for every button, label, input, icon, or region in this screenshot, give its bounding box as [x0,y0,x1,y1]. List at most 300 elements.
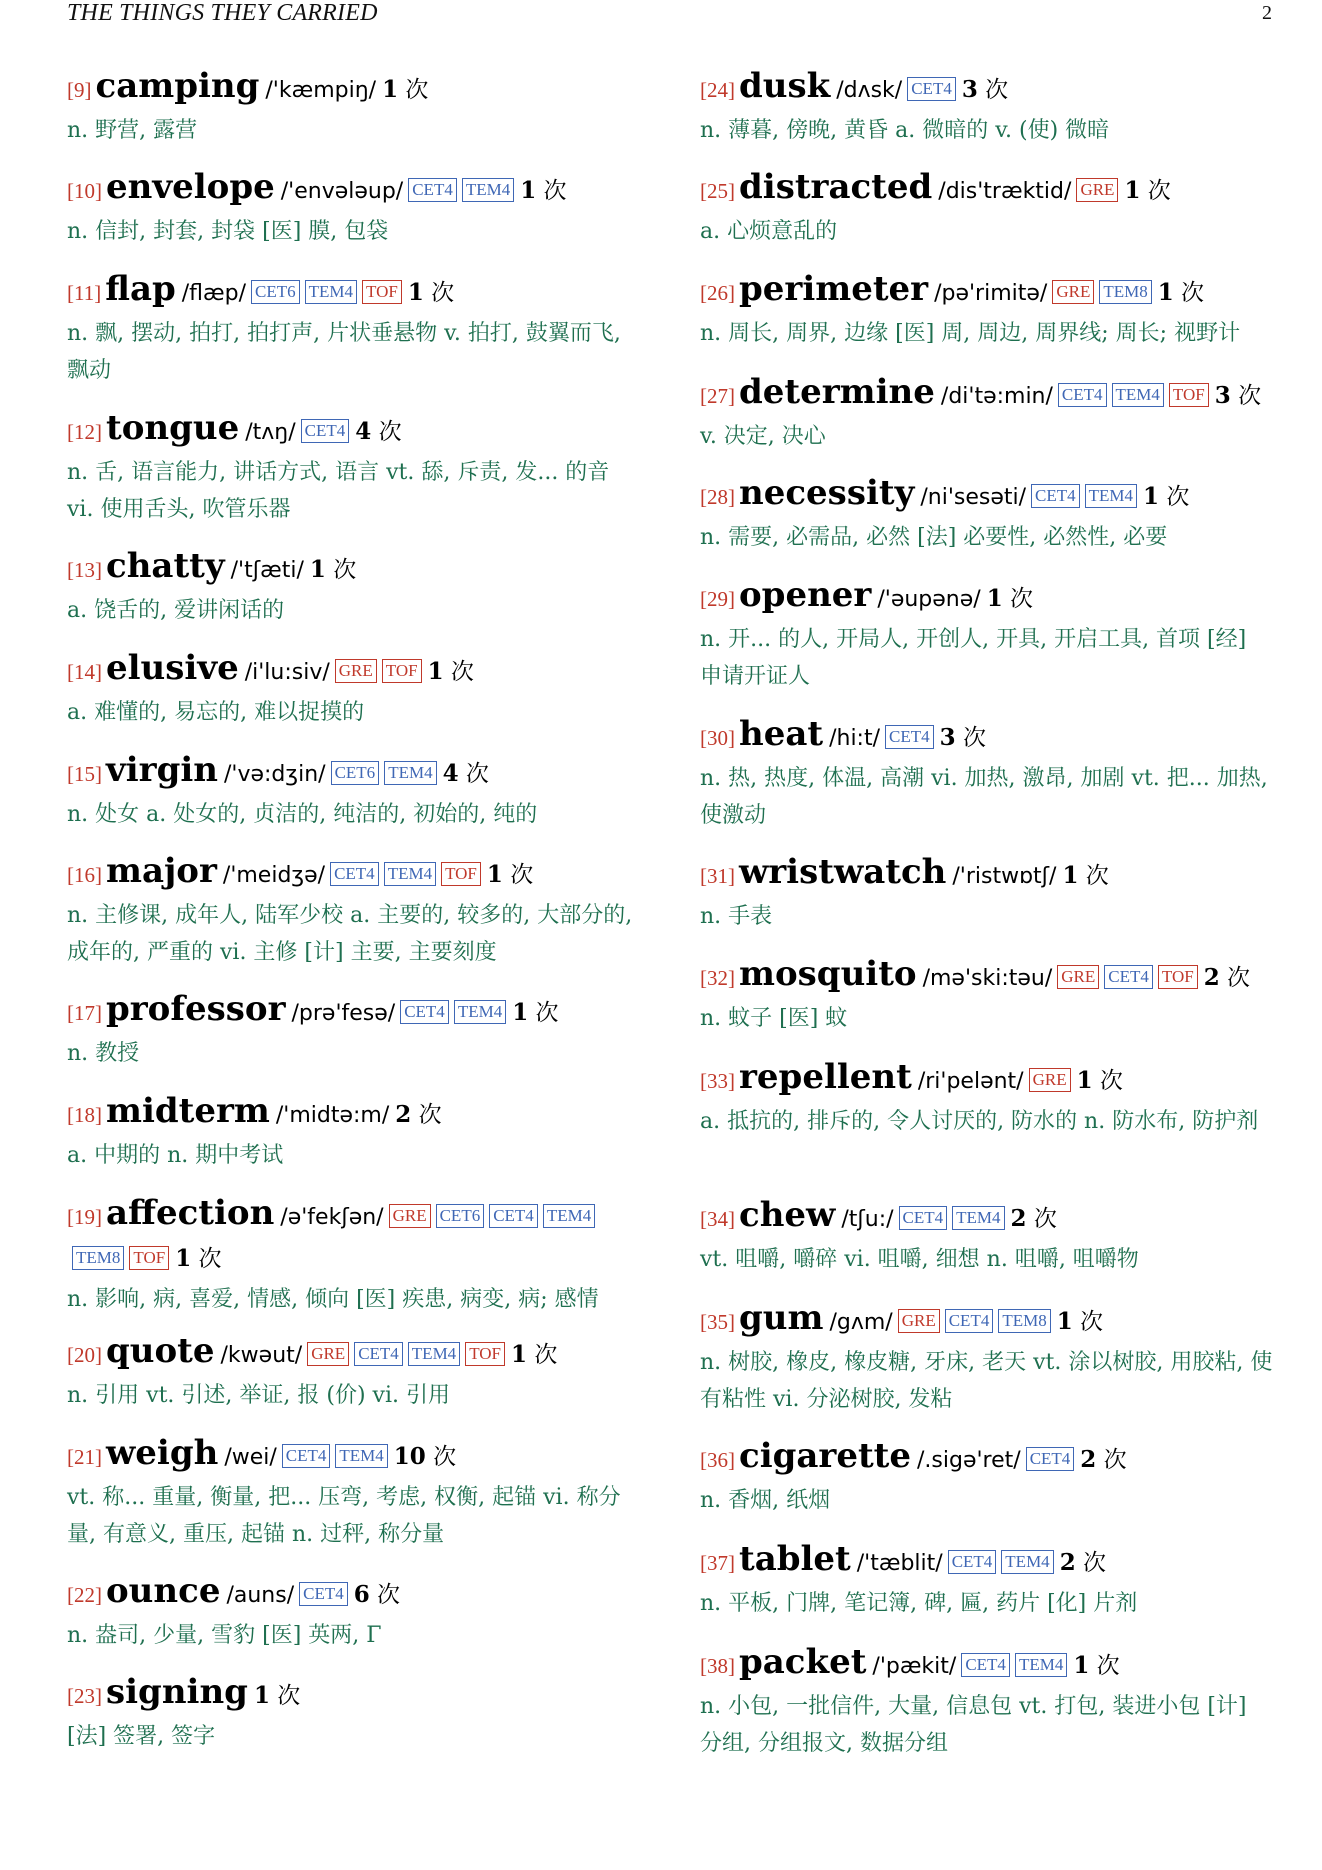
frequency-unit: 次 [1085,863,1109,889]
pronunciation: /ri'pelənt/ [917,1069,1024,1094]
exam-tag-cet4: CET4 [299,1582,348,1606]
pronunciation: /auns/ [226,1583,295,1608]
definition: n. 树胶, 橡皮, 橡皮糖, 牙床, 老天 vt. 涂以树胶, 用胶粘, 使有粘性 vi. 分泌树胶, 发粘 [700,1350,1273,1412]
frequency [487,862,533,888]
exam-tag-cet4: CET4 [961,1653,1010,1677]
definition: n. 影响, 病, 喜爱, 情感, 倾向 [医] 疾患, 病变, 病; 感情 [67,1287,599,1312]
frequency [1158,280,1204,306]
word-entry [67,1672,642,1755]
word-entry [700,1436,1275,1519]
headword-line [67,1433,642,1479]
frequency [428,659,474,685]
headword: affection [106,1193,275,1233]
headword: wristwatch [739,852,947,892]
headword: perimeter [739,269,929,309]
exam-tag-cet4: CET4 [899,1206,948,1230]
headword-line [700,372,1275,418]
exam-tag-tem4: TEM4 [384,862,436,886]
word-entry [700,1539,1275,1622]
headword: heat [739,714,824,754]
entry-index: [35] [700,1310,735,1334]
headword: envelope [106,167,275,207]
headword: cigarette [739,1436,912,1476]
frequency [310,557,356,583]
exam-tag-tof: TOF [129,1246,169,1270]
pronunciation: /'pækit/ [872,1654,957,1679]
frequency [175,1246,221,1272]
frequency [1215,383,1261,409]
definition: n. 需要, 必需品, 必然 [法] 必要性, 必然性, 必要 [700,525,1168,550]
entry-index: [17] [67,1001,102,1025]
frequency-count: 1 [427,658,444,685]
headword: quote [106,1331,215,1371]
headword-line [700,1642,1275,1688]
entry-index: [12] [67,420,102,444]
headword: flap [105,269,176,309]
entry-index: [11] [67,281,102,305]
entry-index: [34] [700,1207,735,1231]
pronunciation: /di'tə:min/ [940,384,1053,409]
frequency-unit: 次 [333,557,357,583]
word-entry [67,1193,642,1318]
frequency-count: 1 [309,556,326,583]
definition: n. 热, 热度, 体温, 高潮 vi. 加热, 激昂, 加剧 vt. 把... 加热, 使激动 [700,766,1268,828]
frequency-count: 1 [1056,1308,1073,1335]
word-entry [67,851,642,971]
frequency-count: 10 [393,1443,426,1470]
exam-tag-gre: GRE [1057,965,1099,989]
definition: n. 引用 vt. 引述, 举证, 报 (价) vi. 引用 [67,1383,450,1408]
pronunciation: /'ristwɒtʃ/ [952,864,1057,889]
frequency-unit: 次 [277,1683,301,1709]
pronunciation: /kwəut/ [220,1343,303,1368]
frequency-unit: 次 [450,659,474,685]
exam-tag-tof: TOF [1169,383,1209,407]
definition: n. 信封, 封套, 封袋 [医] 膜, 包袋 [67,219,389,244]
frequency-count: 2 [1010,1205,1027,1232]
frequency-unit: 次 [535,1000,559,1026]
frequency-count: 1 [486,861,503,888]
pronunciation: /tʃu:/ [841,1207,894,1232]
frequency [520,178,566,204]
entry-index: [9] [67,78,92,102]
headword: professor [106,989,286,1029]
frequency-unit: 次 [543,178,567,204]
definition: n. 薄暮, 傍晚, 黄昏 a. 微暗的 v. (使) 微暗 [700,118,1110,143]
frequency-unit: 次 [1166,484,1190,510]
frequency-count: 1 [175,1245,192,1272]
definition: n. 手表 [700,904,773,929]
definition: n. 香烟, 纸烟 [700,1488,831,1513]
word-entry [67,408,642,528]
frequency-count: 1 [253,1682,270,1709]
word-entry [67,1571,642,1654]
exam-tag-tof: TOF [441,862,481,886]
pronunciation: /'və:dʒin/ [224,762,326,787]
frequency-unit: 次 [985,77,1009,103]
exam-tag-tem4: TEM4 [1001,1550,1053,1574]
headword: tongue [106,408,240,448]
frequency [940,725,986,751]
definition: [法] 签署, 签字 [67,1724,216,1749]
exam-tag-cet4: CET4 [1104,965,1153,989]
frequency-unit: 次 [1103,1447,1127,1473]
headword: determine [739,372,935,412]
entry-index: [20] [67,1343,102,1367]
frequency-count: 1 [407,279,424,306]
entry-index: [33] [700,1069,735,1093]
frequency [1073,1653,1119,1679]
word-entry [700,473,1275,556]
frequency-unit: 次 [377,1582,401,1608]
frequency-count: 1 [512,999,529,1026]
pronunciation: /pə'rimitə/ [934,281,1048,306]
pronunciation: /'envələup/ [280,179,404,204]
entry-index: [30] [700,726,735,750]
definition: a. 心烦意乱的 [700,219,838,244]
headword: chatty [106,546,225,586]
frequency [408,280,454,306]
frequency-unit: 次 [1010,586,1034,612]
frequency-count: 1 [1143,483,1160,510]
page-number: 2 [1262,2,1272,24]
exam-tag-cet4: CET4 [945,1309,994,1333]
frequency-count: 1 [520,177,537,204]
word-entry [700,954,1275,1037]
exam-tag-cet4: CET4 [1026,1447,1075,1471]
frequency [355,419,401,445]
frequency [1057,1309,1103,1335]
entry-index: [28] [700,485,735,509]
word-entry [67,989,642,1072]
word-entry [67,750,642,833]
pronunciation: /.sigə'ret/ [917,1448,1021,1473]
word-entry [700,269,1275,352]
frequency-count: 3 [1214,382,1231,409]
definition: n. 蚊子 [医] 蚊 [700,1006,848,1031]
headword-line [67,408,642,454]
exam-tag-tem4: TEM4 [408,1342,460,1366]
exam-tag-cet4: CET4 [282,1444,331,1468]
frequency [962,77,1008,103]
exam-tag-tem4: TEM4 [384,761,436,785]
exam-tag-gre: GRE [389,1204,431,1228]
headword-line [700,167,1275,213]
frequency-unit: 次 [1099,1068,1123,1094]
exam-tag-tem8: TEM8 [1099,280,1151,304]
word-entry [700,167,1275,250]
exam-tag-tem4: TEM4 [305,280,357,304]
frequency [254,1683,300,1709]
exam-tag-tem4: TEM4 [462,178,514,202]
definition: a. 难懂的, 易忘的, 难以捉摸的 [67,700,365,725]
definition: n. 主修课, 成年人, 陆军少校 a. 主要的, 较多的, 大部分的, 成年的, 严重的 vi. 主修 [计] 主要, 主要刻度 [67,903,633,965]
word-entry [700,66,1275,149]
word-entry [700,852,1275,935]
headword: virgin [106,750,218,790]
definition: vt. 咀嚼, 嚼碎 vi. 咀嚼, 细想 n. 咀嚼, 咀嚼物 [700,1247,1139,1272]
frequency-count: 2 [395,1101,412,1128]
exam-tag-tem4: TEM4 [454,1000,506,1024]
frequency-count: 4 [355,418,372,445]
exam-tag-cet4: CET4 [948,1550,997,1574]
word-entry [67,1433,642,1553]
headword-line [67,269,642,315]
pronunciation: /'midtə:m/ [275,1103,390,1128]
headword: packet [739,1642,867,1682]
frequency-unit: 次 [465,761,489,787]
exam-tag-cet4: CET4 [1031,484,1080,508]
frequency-unit: 次 [1033,1206,1057,1232]
pronunciation: /mə'ski:təu/ [922,966,1053,991]
definition: n. 野营, 露营 [67,118,198,143]
headword-line [700,1436,1275,1482]
headword: weigh [106,1433,219,1473]
pronunciation: /'kæmpiŋ/ [265,78,377,103]
headword-line [67,750,642,796]
definition: n. 教授 [67,1041,140,1066]
headword: elusive [106,648,239,688]
word-entry [700,714,1275,834]
frequency-unit: 次 [1083,1550,1107,1576]
headword-line [700,1539,1275,1585]
exam-tag-cet4: CET4 [1058,383,1107,407]
frequency-unit: 次 [1147,178,1171,204]
headword: gum [739,1298,824,1338]
word-entry [700,1195,1275,1278]
frequency-unit: 次 [405,77,429,103]
entry-index: [18] [67,1103,102,1127]
exam-tag-cet4: CET4 [354,1342,403,1366]
frequency-unit: 次 [433,1444,457,1470]
entry-index: [29] [700,587,735,611]
entry-index: [36] [700,1448,735,1472]
headword-line [700,575,1275,621]
frequency [443,761,489,787]
word-entry [700,1298,1275,1418]
frequency [1011,1206,1057,1232]
entry-index: [24] [700,78,735,102]
frequency-count: 3 [939,724,956,751]
frequency-count: 1 [1062,862,1079,889]
pronunciation: /wei/ [224,1445,277,1470]
exam-tag-tem8: TEM8 [998,1309,1050,1333]
exam-tag-cet6: CET6 [331,761,380,785]
definition: a. 抵抗的, 排斥的, 令人讨厌的, 防水的 n. 防水布, 防护剂 [700,1109,1259,1134]
entry-index: [37] [700,1551,735,1575]
word-entry [67,648,642,731]
word-entry [67,1091,642,1174]
entry-index: [14] [67,660,102,684]
entry-index: [22] [67,1583,102,1607]
exam-tag-tem8: TEM8 [72,1246,124,1270]
entry-index: [10] [67,179,102,203]
frequency [1060,1550,1106,1576]
entry-index: [19] [67,1205,102,1229]
exam-tag-gre: GRE [307,1342,349,1366]
frequency-unit: 次 [510,862,534,888]
definition: vt. 称... 重量, 衡量, 把... 压弯, 考虑, 权衡, 起锚 vi. 称分量, 有意义, 重压, 起锚 n. 过秤, 称分量 [67,1485,621,1547]
exam-tag-cet6: CET6 [251,280,300,304]
exam-tag-gre: GRE [1052,280,1094,304]
word-entry [67,546,642,629]
exam-tag-tem4: TEM4 [1015,1653,1067,1677]
headword-line [67,851,642,897]
headword: opener [739,575,872,615]
frequency-count: 1 [1076,1067,1093,1094]
frequency [987,586,1033,612]
frequency-count: 1 [511,1341,528,1368]
frequency [394,1444,456,1470]
frequency-unit: 次 [378,419,402,445]
exam-tag-gre: GRE [335,659,377,683]
word-entry [700,575,1275,695]
page-header [67,0,1272,30]
word-entry [67,269,642,389]
pronunciation: /prə'fesə/ [291,1001,396,1026]
pronunciation: /flæp/ [181,281,246,306]
frequency [1143,484,1189,510]
frequency-count: 1 [1124,177,1141,204]
headword-line [67,648,642,694]
word-entry [67,66,642,149]
entry-index: [38] [700,1654,735,1678]
frequency-unit: 次 [962,725,986,751]
headword-line [700,1195,1275,1241]
frequency-unit: 次 [431,280,455,306]
headword-line [67,1571,642,1617]
headword: tablet [739,1539,851,1579]
frequency-unit: 次 [1080,1309,1104,1335]
frequency [1204,965,1250,991]
pronunciation: /dis'træktid/ [938,179,1072,204]
headword: midterm [106,1091,270,1131]
entry-index: [16] [67,863,102,887]
word-entry [700,1642,1275,1762]
frequency-count: 6 [353,1581,370,1608]
word-entry [700,1057,1275,1140]
definition: a. 饶舌的, 爱讲闲话的 [67,598,285,623]
headword-line [700,473,1275,519]
entry-index: [13] [67,558,102,582]
frequency [1124,178,1170,204]
frequency-count: 2 [1203,964,1220,991]
frequency [1077,1068,1123,1094]
pronunciation: /dʌsk/ [836,78,903,103]
frequency-count: 1 [1157,279,1174,306]
pronunciation: /ni'sesəti/ [920,485,1027,510]
frequency-count: 4 [442,760,459,787]
exam-tag-tem4: TEM4 [1112,383,1164,407]
exam-tag-tem4: TEM4 [335,1444,387,1468]
pronunciation: /'əupənə/ [877,587,981,612]
frequency [354,1582,400,1608]
headword: dusk [739,66,831,106]
exam-tag-cet4: CET4 [885,725,934,749]
definition: n. 飘, 摆动, 拍打, 拍打声, 片状垂悬物 v. 拍打, 鼓翼而飞, 飘动 [67,321,621,383]
frequency-unit: 次 [1096,1653,1120,1679]
book-title: THE THINGS THEY CARRIED [67,0,378,26]
headword-line [67,1672,642,1718]
exam-tag-cet6: CET6 [436,1204,485,1228]
exam-tag-tof: TOF [362,280,402,304]
definition: n. 平板, 门牌, 笔记簿, 碑, 匾, 药片 [化] 片剂 [700,1591,1138,1616]
frequency [511,1342,557,1368]
headword-line [67,167,642,213]
headword-line [700,852,1275,898]
definition: n. 周长, 周界, 边缘 [医] 周, 周边, 周界线; 周长; 视野计 [700,321,1241,346]
frequency-unit: 次 [1238,383,1262,409]
headword-line [700,269,1275,315]
headword-line [700,1298,1275,1344]
pronunciation: /i'lu:siv/ [244,660,330,685]
exam-tag-cet4: CET4 [301,419,350,443]
exam-tag-tof: TOF [382,659,422,683]
headword: necessity [739,473,915,513]
exam-tag-gre: GRE [1029,1068,1071,1092]
headword: distracted [739,167,933,207]
headword-line [67,1331,642,1377]
pronunciation: /'tʃæti/ [230,558,304,583]
frequency-count: 3 [961,76,978,103]
word-entry [67,167,642,250]
word-entry [700,372,1275,455]
headword: major [106,851,217,891]
headword-line [67,1193,642,1281]
headword-line [67,1091,642,1137]
headword-line [67,989,642,1035]
entry-index: [27] [700,384,735,408]
frequency [395,1102,441,1128]
headword-line [700,954,1275,1000]
frequency-unit: 次 [1181,280,1205,306]
pronunciation: /ə'fekʃən/ [280,1205,384,1230]
frequency [512,1000,558,1026]
exam-tag-tem4: TEM4 [543,1204,595,1228]
entry-index: [23] [67,1684,102,1708]
exam-tag-gre: GRE [1076,178,1118,202]
frequency-unit: 次 [1227,965,1251,991]
entry-index: [25] [700,179,735,203]
frequency-unit: 次 [198,1246,222,1272]
definition: v. 决定, 决心 [700,424,826,449]
frequency-unit: 次 [534,1342,558,1368]
definition: n. 处女 a. 处女的, 贞洁的, 纯洁的, 初始的, 纯的 [67,802,538,827]
definition: a. 中期的 n. 期中考试 [67,1143,284,1168]
definition: n. 开... 的人, 开局人, 开创人, 开具, 开启工具, 首项 [经] 申请开证人 [700,627,1247,689]
exam-tag-cet4: CET4 [330,862,379,886]
headword-line [700,714,1275,760]
headword-line [700,66,1275,112]
frequency-count: 1 [1073,1652,1090,1679]
entry-index: [15] [67,762,102,786]
entry-index: [32] [700,966,735,990]
exam-tag-gre: GRE [898,1309,940,1333]
exam-tag-tof: TOF [465,1342,505,1366]
exam-tag-cet4: CET4 [489,1204,538,1228]
frequency-count: 2 [1059,1549,1076,1576]
frequency-count: 1 [986,585,1003,612]
exam-tag-tof: TOF [1158,965,1198,989]
word-entry [67,1331,642,1414]
entry-index: [26] [700,281,735,305]
headword-line [700,1057,1275,1103]
headword: mosquito [739,954,917,994]
headword: chew [739,1195,836,1235]
definition: n. 小包, 一批信件, 大量, 信息包 vt. 打包, 装进小包 [计] 分组, 分组报文, 数据分组 [700,1694,1247,1756]
frequency [1062,863,1108,889]
pronunciation: /'meidʒə/ [222,863,326,888]
